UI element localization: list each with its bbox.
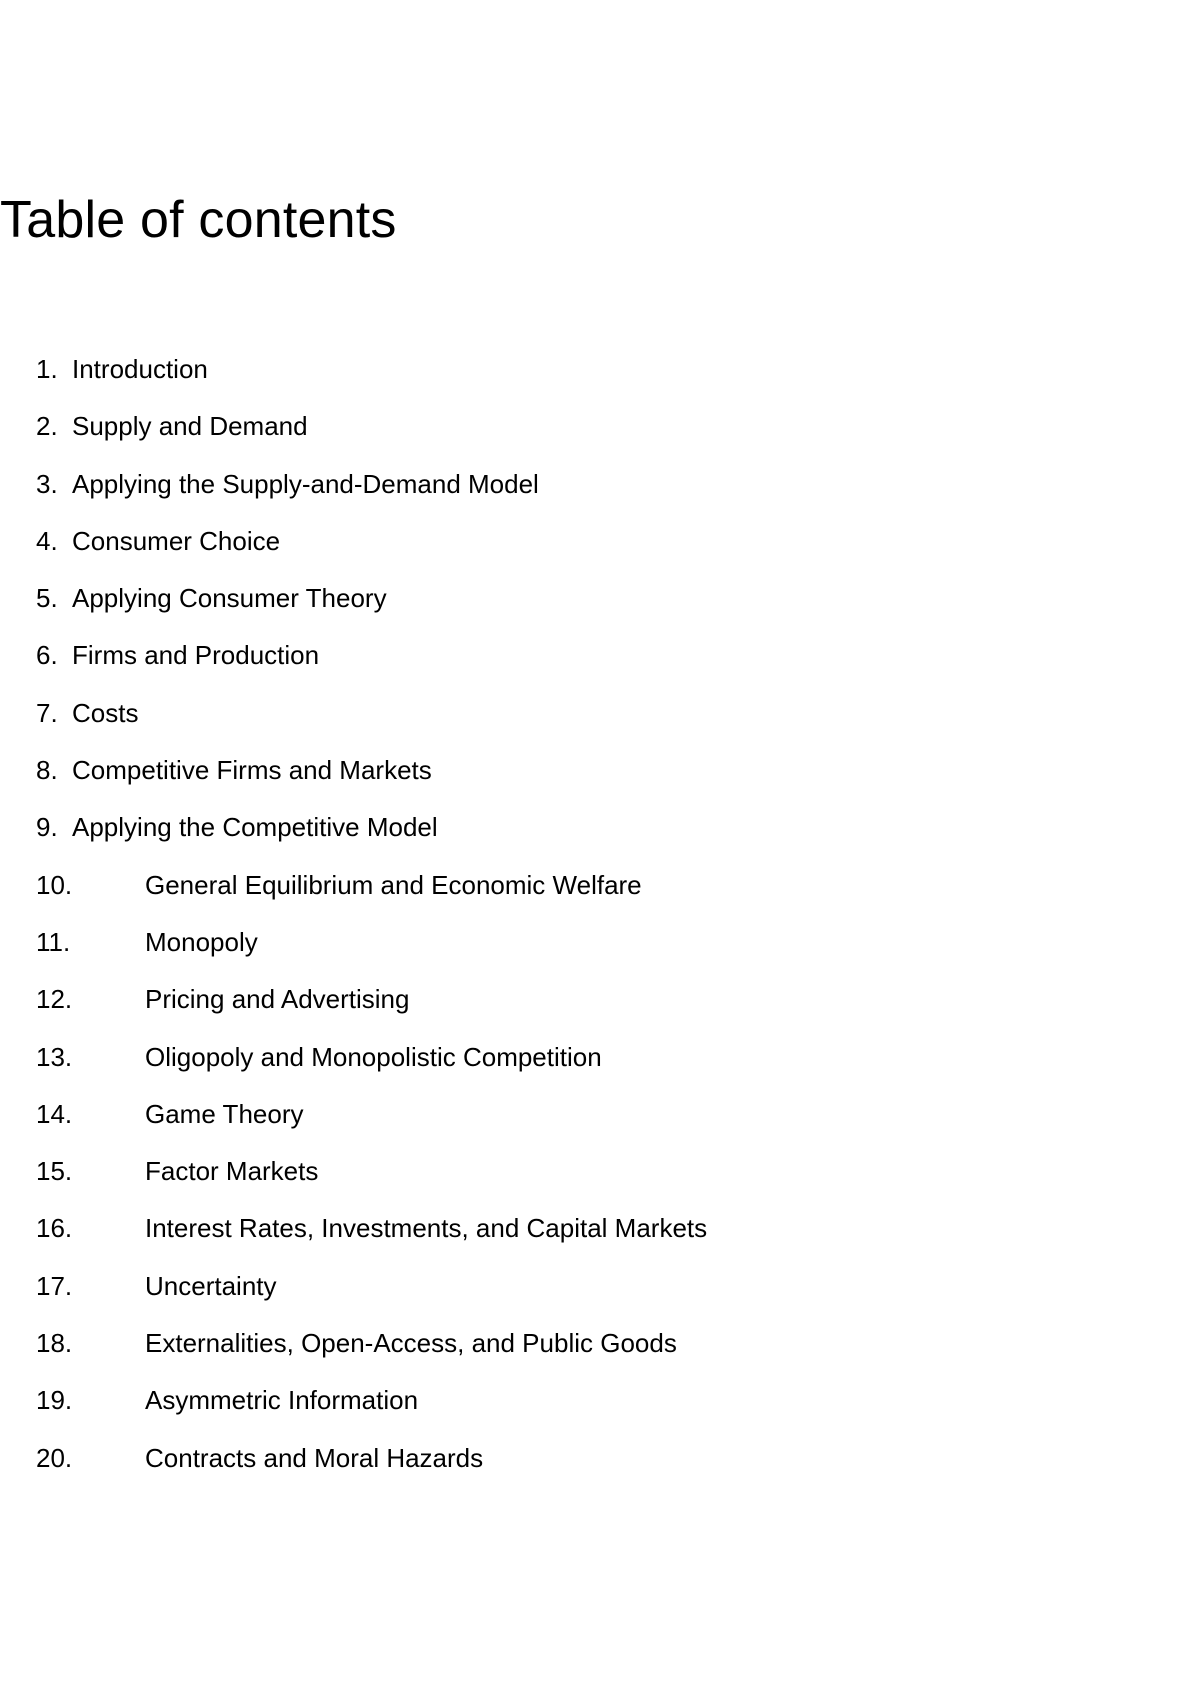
- toc-item-label: General Equilibrium and Economic Welfare: [145, 869, 642, 900]
- toc-item-label: Interest Rates, Investments, and Capital Markets: [145, 1213, 708, 1244]
- toc-item-label: Consumer Choice: [72, 525, 281, 556]
- page-title: Table of contents: [0, 191, 397, 249]
- toc-item[interactable]: [0, 1269, 1191, 1326]
- toc-item-label: Pricing and Advertising: [145, 984, 410, 1015]
- toc-item-number: 3.: [36, 468, 58, 499]
- toc-item[interactable]: [0, 1211, 1191, 1268]
- toc-item[interactable]: [0, 1154, 1191, 1211]
- toc-item-number: 19.: [36, 1385, 73, 1416]
- toc-item-number: 5.: [36, 583, 58, 614]
- toc-item-label: Firms and Production: [72, 640, 320, 671]
- toc-item[interactable]: [0, 638, 1191, 695]
- toc-item[interactable]: [0, 696, 1191, 753]
- toc-item-label: Contracts and Moral Hazards: [145, 1442, 484, 1473]
- toc-item-number: 9.: [36, 812, 58, 843]
- toc-item-label: Applying the Competitive Model: [72, 812, 438, 843]
- toc-item-number: 2.: [36, 411, 58, 442]
- toc-item-label: Competitive Firms and Markets: [72, 755, 432, 786]
- toc-item-label: Costs: [72, 697, 139, 728]
- toc-item[interactable]: [0, 753, 1191, 810]
- toc-item[interactable]: [0, 581, 1191, 638]
- toc-item-number: 10.: [36, 869, 73, 900]
- toc-item[interactable]: [0, 1383, 1191, 1440]
- toc-item-number: 11.: [36, 926, 71, 957]
- toc-item[interactable]: [0, 1441, 1191, 1498]
- toc-item-label: Asymmetric Information: [145, 1385, 419, 1416]
- toc-item-number: 14.: [36, 1098, 73, 1129]
- toc-item-label: Oligopoly and Monopolistic Competition: [145, 1041, 602, 1072]
- toc-item-label: Uncertainty: [145, 1270, 277, 1301]
- toc-item-label: Supply and Demand: [72, 411, 308, 442]
- toc-item[interactable]: [0, 1097, 1191, 1154]
- toc-item[interactable]: [0, 982, 1191, 1039]
- toc-item-number: 4.: [36, 525, 58, 556]
- toc-list: [0, 352, 1191, 1498]
- toc-item[interactable]: [0, 1040, 1191, 1097]
- toc-item-label: Applying Consumer Theory: [72, 583, 387, 614]
- toc-item-number: 7.: [36, 697, 58, 728]
- toc-item-label: Factor Markets: [145, 1156, 319, 1187]
- toc-item-number: 13.: [36, 1041, 73, 1072]
- toc-item[interactable]: [0, 925, 1191, 982]
- toc-item[interactable]: [0, 868, 1191, 925]
- toc-item-number: 20.: [36, 1442, 73, 1473]
- toc-item[interactable]: [0, 409, 1191, 466]
- toc-item-number: 6.: [36, 640, 58, 671]
- toc-item-number: 15.: [36, 1156, 73, 1187]
- toc-item-number: 1.: [36, 354, 58, 384]
- toc-item-label: Monopoly: [145, 926, 258, 957]
- toc-item-label: Game Theory: [145, 1098, 304, 1129]
- toc-item-label: Externalities, Open-Access, and Public Goods: [145, 1328, 677, 1359]
- toc-item-number: 8.: [36, 755, 58, 786]
- toc-item[interactable]: [0, 352, 1191, 409]
- toc-item-number: 17.: [36, 1270, 73, 1301]
- toc-item-number: 12.: [36, 984, 73, 1015]
- toc-item-label: Applying the Supply-and-Demand Model: [72, 468, 539, 499]
- toc-item[interactable]: [0, 467, 1191, 524]
- toc-item-label: Introduction: [72, 354, 208, 384]
- toc-item-number: 18.: [36, 1328, 73, 1359]
- toc-item-number: 16.: [36, 1213, 73, 1244]
- toc-item[interactable]: [0, 810, 1191, 867]
- toc-item[interactable]: [0, 1326, 1191, 1383]
- toc-item[interactable]: [0, 524, 1191, 581]
